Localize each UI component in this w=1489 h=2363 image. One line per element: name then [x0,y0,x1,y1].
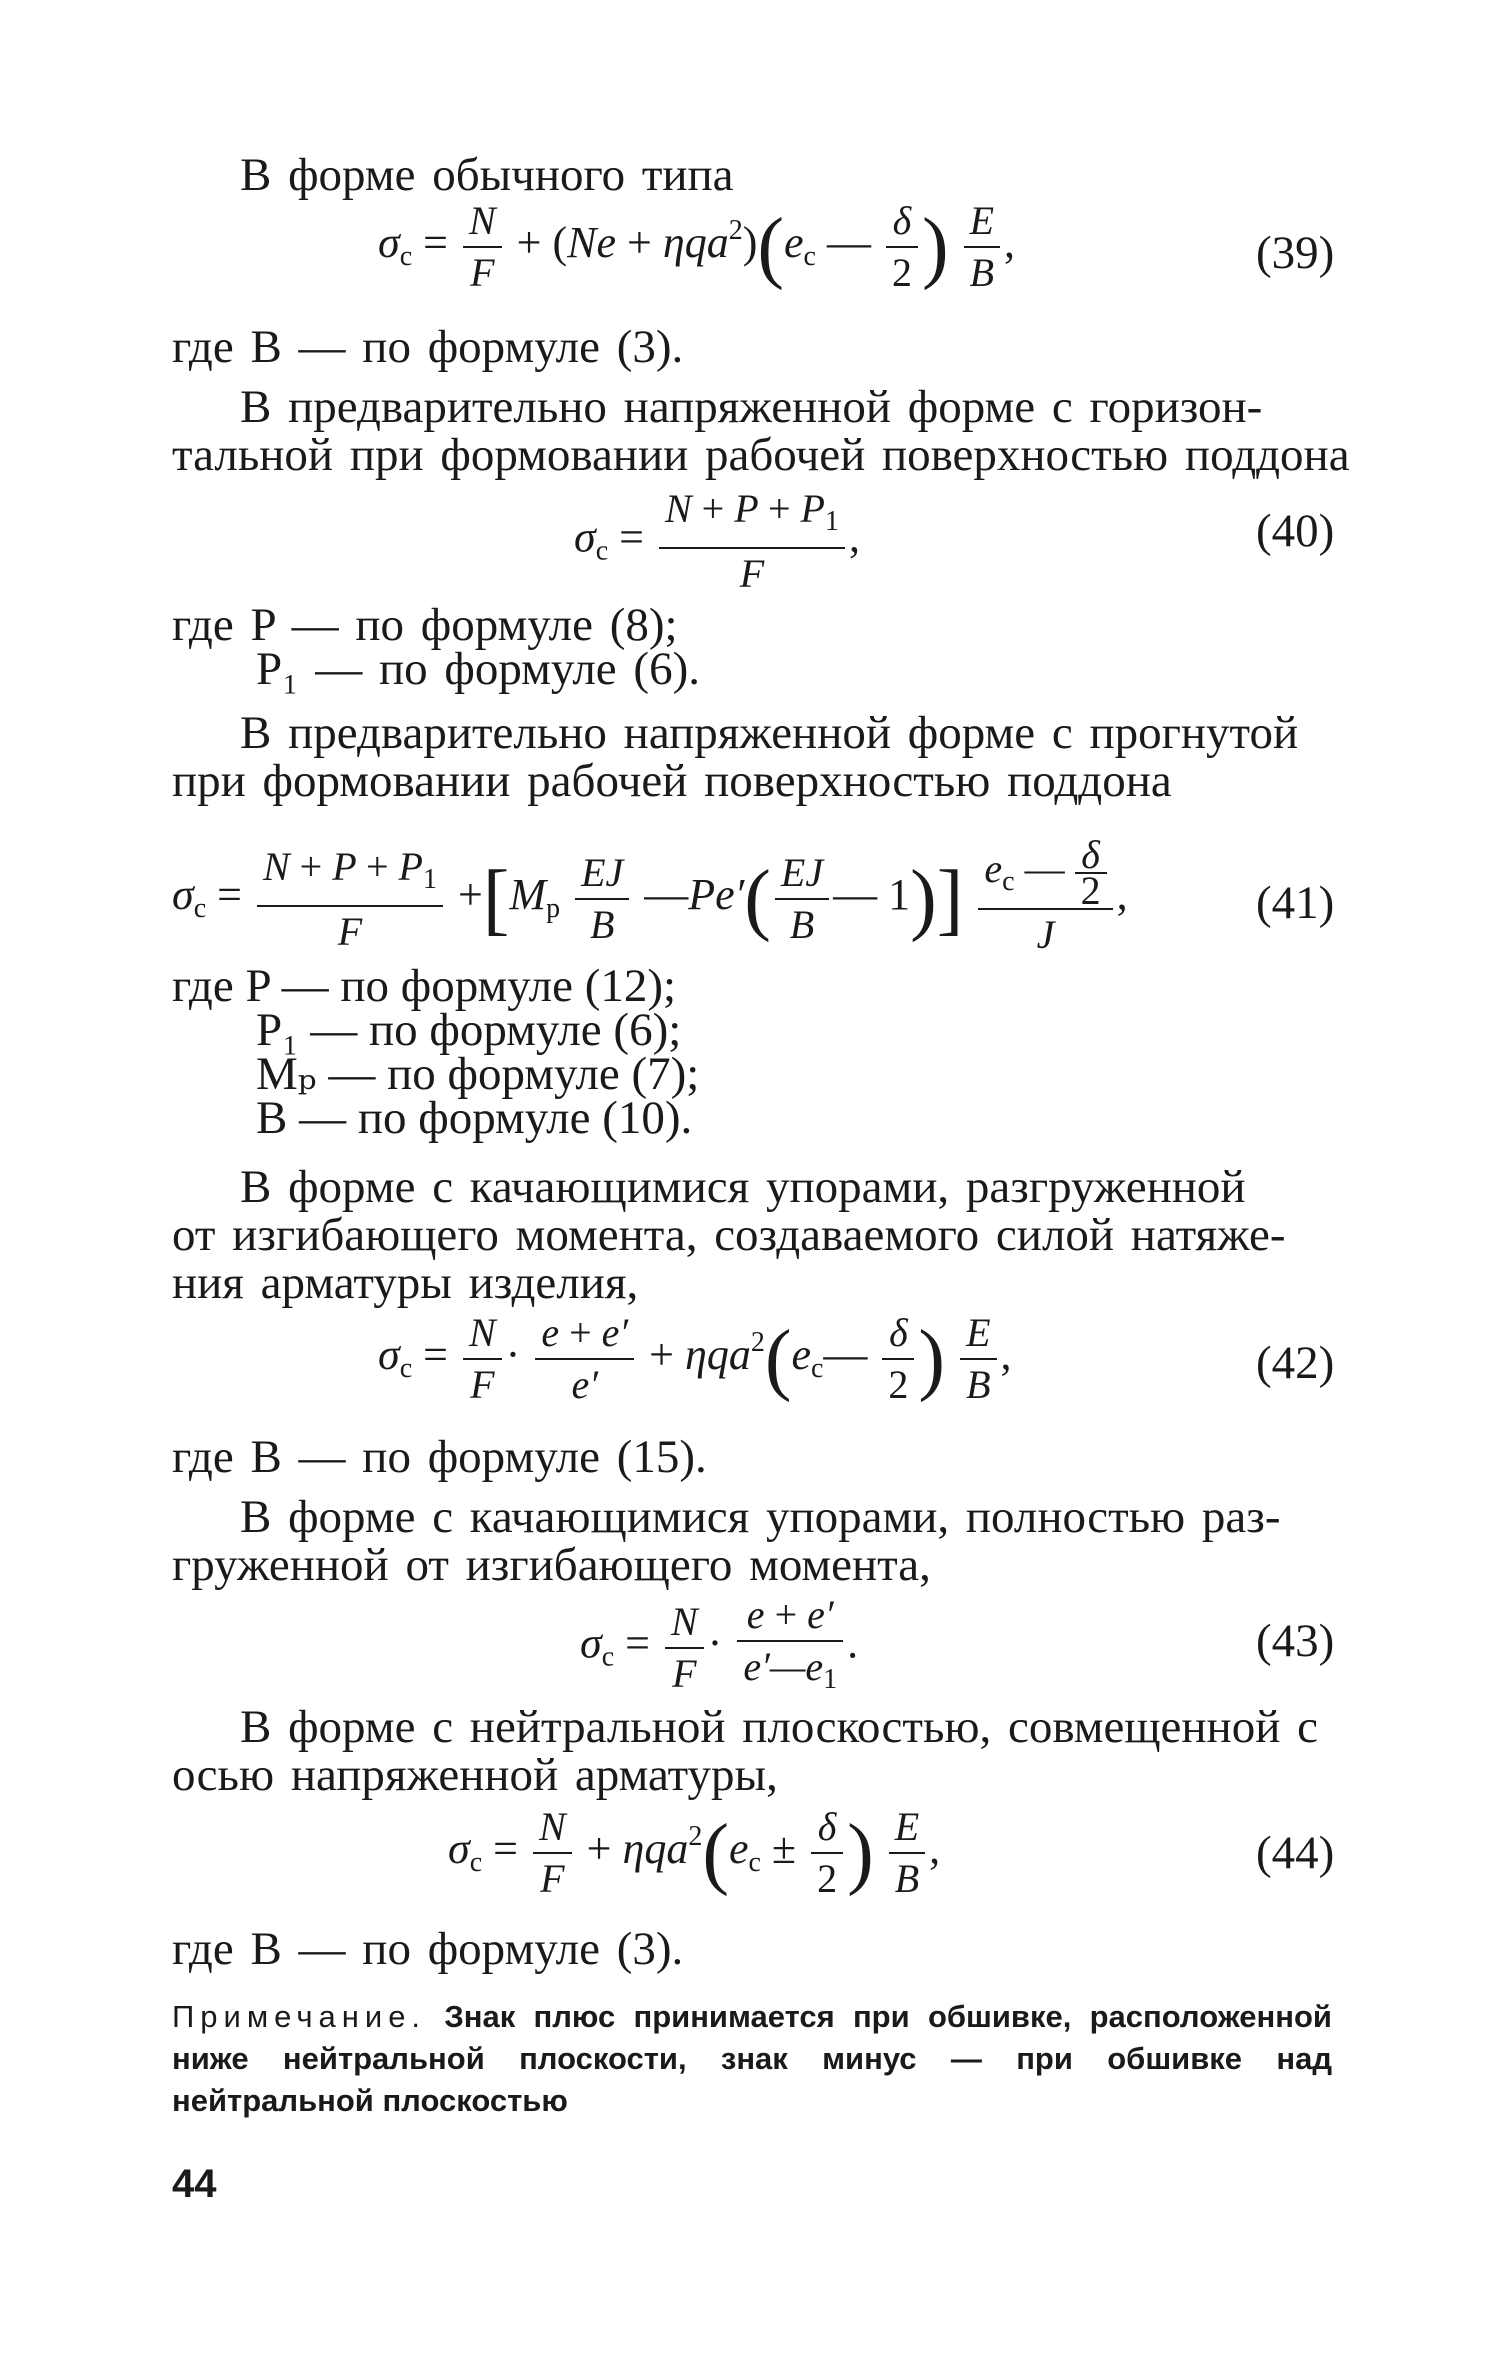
paragraph-text: В предварительно напряженной форме с горизон- [240,381,1263,433]
paragraph-text: ния арматуры изделия, [172,1257,639,1309]
formula-42: $\sigma_c$ = $\frac{N}{F}$ · $\frac{e + e'}{e'}$ + $\eta qa^2(e_c—$ $\frac{\delta}{2}$ ) $\frac{E}{B}$ , [378,1308,1012,1410]
paragraph-text: В форме обычного типа [240,149,734,201]
paragraph-text: где B — по формуле (15). [172,1431,707,1483]
footnote [172,1996,1332,2122]
note-text: Знак плюс принимается при обшивке, расположенной ниже нейтральной плоскости, знак минус — при обшивке над нейтральной плоскостью [172,1999,1332,2118]
formula-41: $\sigma_c$ = $\frac{N + P + P_1}{F}$ $+[M_p$ $\frac{EJ}{B}$ —Pe′( $\frac{EJ}{B}$ — 1)] $e_c$ — $\frac{\delta}{2}$ J , [172,838,1128,960]
paragraph-text: от изгибающего момента, создаваемого силой натяже- [172,1209,1286,1261]
equation-number: (42) [1256,1337,1335,1389]
paragraph-text: В форме с качающимися упорами, полностью раз- [240,1491,1281,1543]
paragraph-text: при формовании рабочей поверхностью поддона [172,755,1172,807]
paragraph-text: груженной от изгибающего момента, [172,1539,931,1591]
paragraph-text: В предварительно напряженной форме с прогнутой [240,707,1299,759]
where-line: B — по формуле (10). [256,1092,693,1144]
where-line: P₁ — по формуле (6); [256,1004,682,1056]
page-number: 44 [172,2162,217,2206]
equation-number: (43) [1256,1615,1335,1667]
paragraph-text: где P — по формуле (8); [172,599,678,651]
note-label: Примечание. [172,1999,427,2034]
equation-number: (39) [1256,227,1335,279]
formula-39: $\sigma_c$ = $\frac{N}{F}$ + $(Ne + \eta qa^2)(e_c$ — $\frac{\delta}{2}$ ) $\frac{E}{B}$ , [378,196,1015,298]
where-line: Mₚ — по формуле (7); [256,1048,700,1100]
paragraph-text: осью напряженной арматуры, [172,1749,778,1801]
paragraph-text: где B — по формуле (3). [172,1923,684,1975]
equation-number: (44) [1256,1827,1335,1879]
formula-43: $\sigma_c$ = $\frac{N}{F}$ · $\frac{e + e'}{e'—e_1}$ . [580,1590,858,1705]
formula-40: $\sigma_c$ = $\frac{N + P + P_1}{F}$ , [574,484,860,599]
where-line: где P — по формуле (12); [172,960,677,1012]
equation-number: (40) [1256,505,1335,557]
paragraph-text: В форме с качающимися упорами, разгруженной [240,1161,1246,1213]
paragraph-text: P₁ — по формуле (6). [256,643,700,695]
equation-number: (41) [1256,877,1335,929]
formula-44: $\sigma_c$ = $\frac{N}{F}$ + $\eta qa^2(e_c$ ± $\frac{\delta}{2}$ ) $\frac{E}{B}$ , [448,1802,940,1904]
paragraph-text: тальной при формовании рабочей поверхностью поддона [172,429,1350,481]
paragraph-text: В форме с нейтральной плоскостью, совмещенной с [240,1701,1318,1753]
paragraph-text: где B — по формуле (3). [172,321,684,373]
